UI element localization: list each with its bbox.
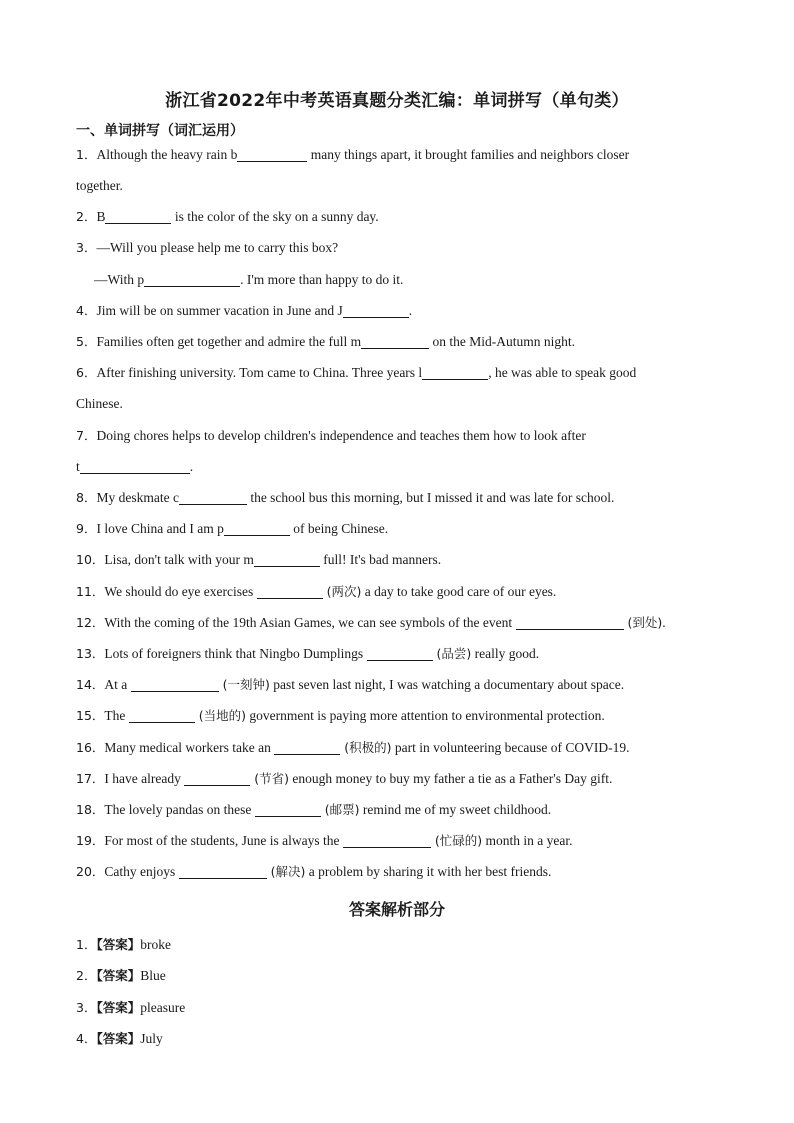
question-6-continued: Chinese. [76,396,123,411]
question-6: 6．After finishing university. Tom came to China. Three years l , he was able to speak good [76,365,637,380]
question-19: 19．For most of the students, June is always the (忙碌的) month in a year. [76,833,573,848]
answer-blank [237,147,307,162]
page-title: 浙江省2022年中考英语真题分类汇编：单词拼写（单句类） [165,91,629,111]
question-12: 12．With the coming of the 19th Asian Games, we can see symbols of the event (到处). [76,615,666,630]
answer-blank [254,552,320,567]
question-18: 18．The lovely pandas on these (邮票) remind me of my sweet childhood. [76,802,552,817]
answer-blank [257,584,323,599]
question-14: 14．At a (一刻钟) past seven last night, I was watching a documentary about space. [76,677,625,692]
answer-blank [361,334,429,349]
question-7-continued: t . [76,459,194,474]
question-3-reply: —With p . I'm more than happy to do it. [94,272,404,287]
question-9: 9．I love China and I am p of being Chinese. [76,521,389,536]
answer-blank [131,677,219,692]
answer-blank [274,740,340,755]
section-heading: 一、单词拼写（词汇运用） [76,123,244,139]
answer-3: 3．【答案】pleasure [76,1000,186,1015]
answer-blank [343,833,431,848]
answer-2: 2．【答案】Blue [76,968,166,983]
question-10: 10．Lisa, don't talk with your m full! It's bad manners. [76,552,442,567]
question-3: 3．—Will you please help me to carry this box? [76,240,339,255]
answer-section-heading: 答案解析部分 [348,900,445,919]
answer-blank [105,209,171,224]
question-7: 7．Doing chores helps to develop children's independence and teaches them how to look after [76,428,586,443]
question-20: 20．Cathy enjoys (解决) a problem by sharing it with her best friends. [76,864,552,879]
answer-blank [129,708,195,723]
question-1-continued: together. [76,178,123,193]
question-17: 17．I have already (节省) enough money to buy my father a tie as a Father's Day gift. [76,771,613,786]
answer-blank [179,864,267,879]
question-15: 15．The (当地的) government is paying more attention to environmental protection. [76,708,605,723]
answer-blank [224,521,290,536]
answer-blank [80,459,190,474]
question-2: 2．B is the color of the sky on a sunny day. [76,209,379,224]
question-8: 8．My deskmate c the school bus this morning, but I missed it and was late for school. [76,490,615,505]
answer-1: 1．【答案】broke [76,937,171,952]
question-1: 1．Although the heavy rain b many things apart, it brought families and neighbors closer [76,147,630,162]
question-4: 4．Jim will be on summer vacation in June and J . [76,303,413,318]
answer-blank [343,303,409,318]
answer-4: 4．【答案】July [76,1031,163,1046]
answer-blank [367,646,433,661]
question-16: 16．Many medical workers take an (积极的) part in volunteering because of COVID-19. [76,740,630,755]
answer-blank [422,365,488,380]
answer-blank [255,802,321,817]
answer-blank [144,272,240,287]
question-11: 11．We should do eye exercises (两次) a day to take good care of our eyes. [76,584,557,599]
answer-blank [184,771,250,786]
question-13: 13．Lots of foreigners think that Ningbo Dumplings (品尝) really good. [76,646,540,661]
question-5: 5．Families often get together and admire the full m on the Mid-Autumn night. [76,334,576,349]
answer-blank [179,490,247,505]
answer-blank [516,615,624,630]
